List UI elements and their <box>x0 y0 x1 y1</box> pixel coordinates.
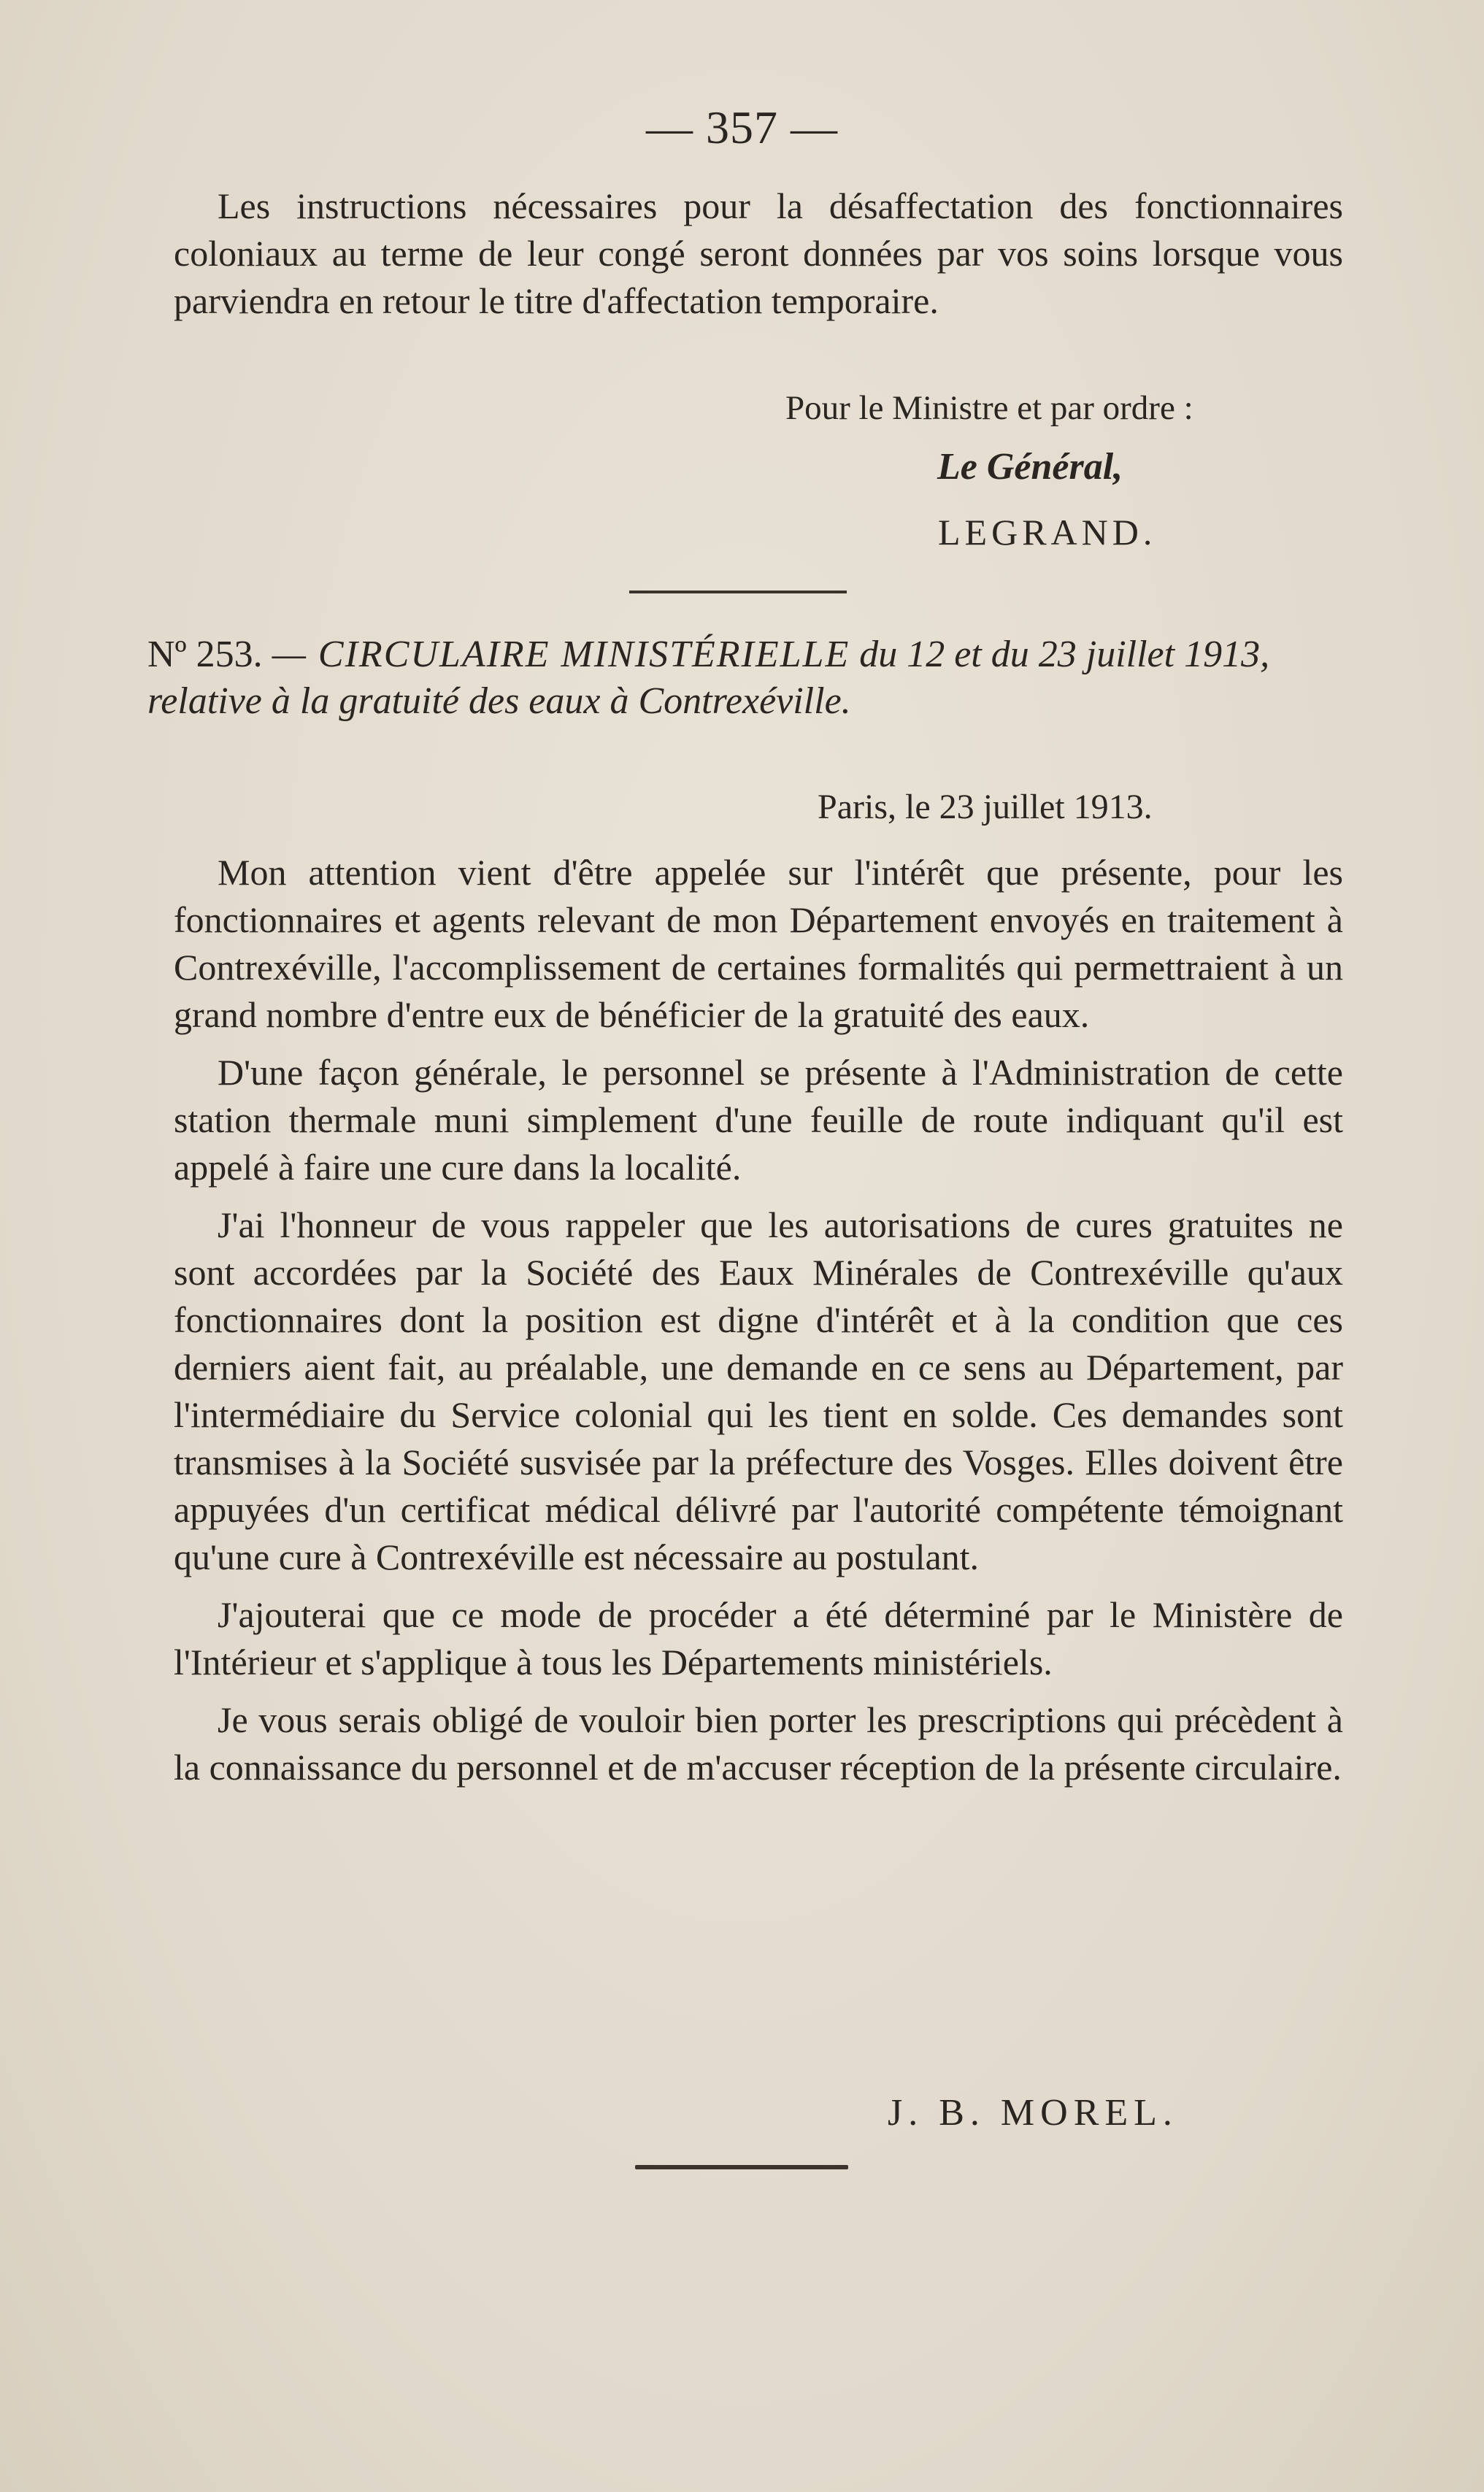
body-paragraph: J'ajouterai que ce mode de procéder a été déterminé par le Ministère de l'Intérieur et s'applique à tous les Départements ministériels. <box>174 1594 1343 1683</box>
section-divider <box>629 591 847 593</box>
end-divider <box>635 2165 848 2169</box>
body-paragraph: J'ai l'honneur de vous rappeler que les autorisations de cures gratuites ne sont accordées par la Société des Eaux Minérales de Contrexéville qu'aux fonctionnaires dont la position est digne d'intérêt et à la condition que ces derniers aient fait, au préalable, une demande en ce sens au Département, par l'intermédiaire du Service colonial qui les tient en solde. Ces demandes sont transmises à la Société susvisée par la préfecture des Vosges. Elles doivent être appuyées d'un certificat médical délivré par l'autorité compétente témoignant qu'une cure à Contrexéville est nécessaire au postulant. <box>174 1204 1343 1577</box>
body-paragraph: Je vous serais obligé de vouloir bien porter les prescriptions qui précèdent à la connaissance du personnel et de m'accuser réception de la présente circulaire. <box>174 1699 1343 1788</box>
body-paragraph: Mon attention vient d'être appelée sur l'intérêt que présente, pour les fonctionnaires et agents relevant de mon Département envoyés en traitement à Contrexéville, l'accomplissement de certaines formalités qui permettraient à un grand nombre d'entre eux de bénéficier de la gratuité des eaux. <box>174 852 1343 1035</box>
body-text-block <box>174 849 1343 1801</box>
signature-name: LEGRAND. <box>938 512 1157 553</box>
place-date: Paris, le 23 juillet 1913. <box>818 788 1153 826</box>
signature-title: Le Général, <box>937 446 1123 488</box>
page-number: — 357 — <box>646 101 838 153</box>
circular-number: Nº 253. <box>147 634 263 675</box>
circular-subtitle: du 12 et du 23 juillet 1913, relative à la gratuité des eaux à Contrexéville. <box>147 634 1270 722</box>
opening-text-block <box>174 182 1343 335</box>
opening-paragraph: Les instructions nécessaires pour la désaffectation des fonctionnaires coloniaux au terme de leur congé seront données par vos soins lorsque vous parviendra en retour le titre d'affectation temporaire. <box>174 185 1343 321</box>
circular-heading <box>147 631 1352 725</box>
circular-title: — CIRCULAIRE MINISTÉRIELLE <box>272 634 850 675</box>
final-signature: J. B. MOREL. <box>888 2092 1178 2134</box>
body-paragraph: D'une façon générale, le personnel se présente à l'Administration de cette station thermale muni simplement d'une feuille de route indiquant qu'il est appelé à faire une cure dans la localité. <box>174 1052 1343 1188</box>
signature-intro: Pour le Ministre et par ordre : <box>785 389 1193 427</box>
